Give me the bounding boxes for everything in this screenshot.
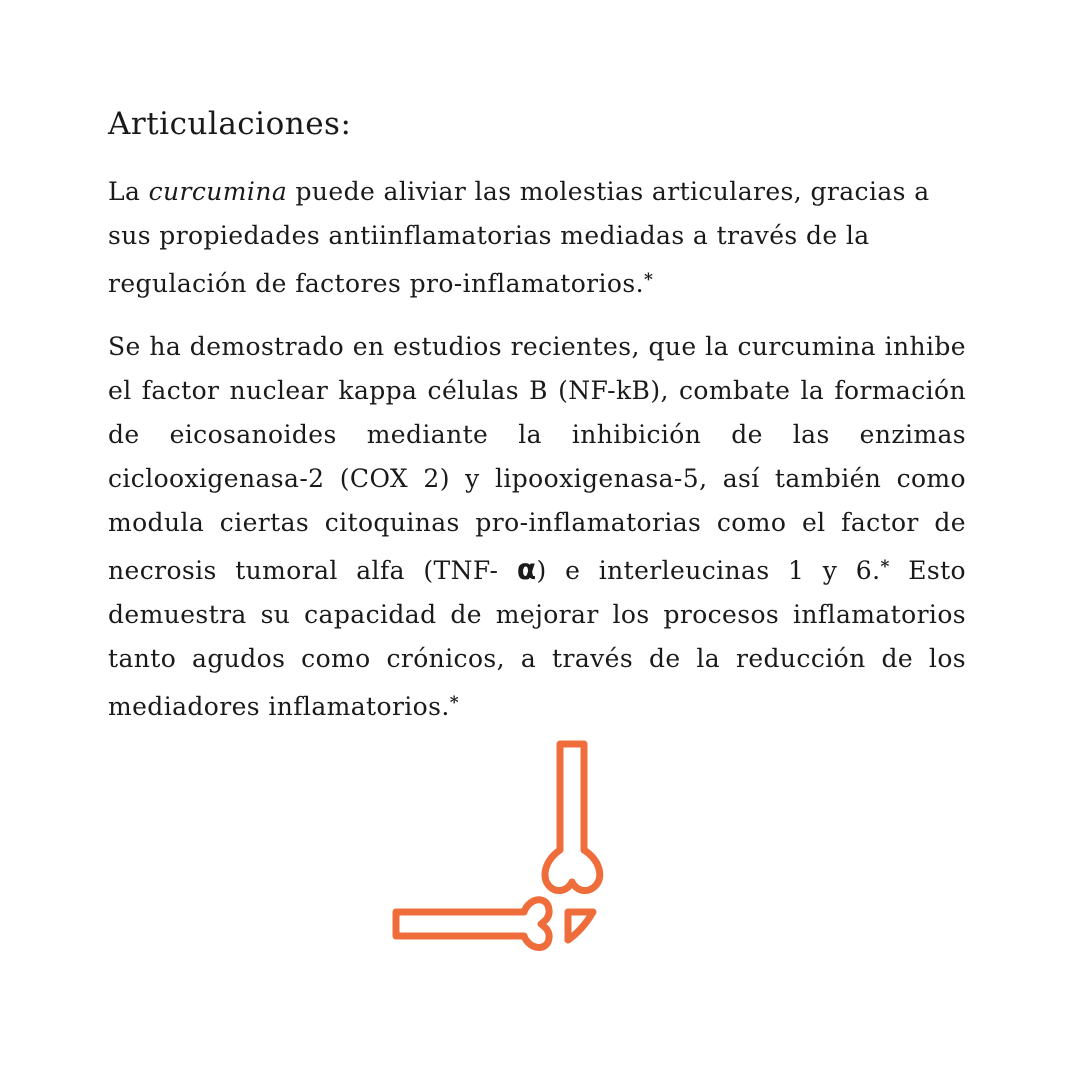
intro-paragraph	[108, 170, 968, 306]
vertical-bone	[545, 744, 600, 891]
body-text-part2: ) e interleucinas 1 y 6.	[536, 556, 881, 585]
joint-bones-graphic	[390, 738, 610, 958]
alpha-symbol: α	[516, 553, 537, 586]
joint-bones-strokes	[396, 744, 600, 948]
footnote-asterisk: *	[880, 557, 890, 577]
joint-cap	[568, 912, 593, 940]
footnote-asterisk: *	[449, 693, 460, 713]
page-title: Articulaciones:	[108, 106, 352, 142]
joint-bones-icon	[390, 738, 610, 958]
body-paragraph	[108, 325, 966, 729]
body-text-part3: Esto demuestra su capacidad de mejorar los procesos inflamatorios tanto agudos como crónicos, a través de la reducción de los mediadores inflamatorios.	[108, 556, 966, 721]
curcumina-emphasis: curcumina	[148, 177, 288, 206]
intro-text: puede aliviar las molestias articulares, gracias a sus propiedades antiinflamatorias mediadas a través de la regulación de factores pro-inflamatorios.	[108, 177, 930, 298]
horizontal-bone	[396, 900, 549, 948]
footnote-asterisk: *	[643, 270, 654, 290]
body-text-part1: Se ha demostrado en estudios recientes, que la curcumina inhibe el factor nuclear kappa células B (NF-kB), combate la formación de eicosanoides mediante la inhibición de las enzimas ciclooxigenasa-2 (COX 2) y lipooxigenasa-5, así también como modula ciertas citoquinas pro-inflamatorias como el factor de necrosis tumoral alfa (TNF-	[108, 332, 966, 585]
intro-lead: La	[108, 177, 149, 206]
